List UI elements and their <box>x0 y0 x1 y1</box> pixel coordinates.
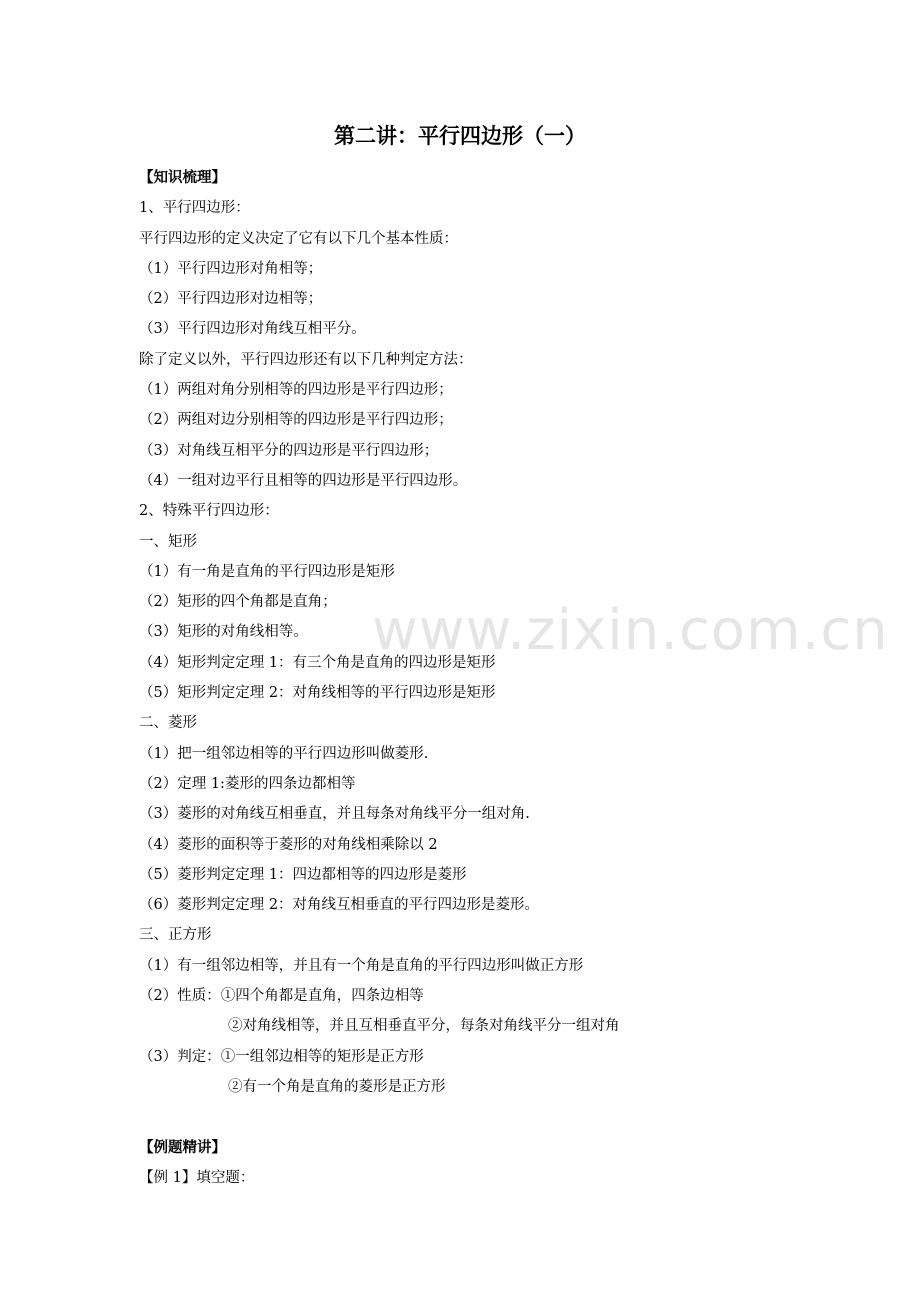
text-line: （4）一组对边平行且相等的四边形是平行四边形。 <box>139 472 468 489</box>
example-label: 【例 1】填空题： <box>139 1169 255 1186</box>
text-line: （2）平行四边形对边相等； <box>139 291 323 308</box>
text-line: （1）平行四边形对角相等； <box>139 260 323 277</box>
text-line: （3）判定：①一组邻边相等的矩形是正方形 <box>139 1048 424 1065</box>
subsection-rectangle: 一、矩形 <box>139 533 197 550</box>
section-heading-examples: 【例题精讲】 <box>139 1138 226 1156</box>
text-line: （1）把一组邻边相等的平行四边形叫做菱形. <box>139 745 429 762</box>
blank-line <box>139 1102 799 1132</box>
text-line: （3）平行四边形对角线互相平分。 <box>139 321 366 338</box>
text-line: （4）矩形判定定理 1：有三个角是直角的四边形是矩形 <box>139 654 496 671</box>
subsection-square: 三、正方形 <box>139 927 212 944</box>
text-line-indented: ②对角线相等，并且互相垂直平分，每条对角线平分一组对角 <box>228 1018 620 1035</box>
text-line: （2）定理 1:菱形的四条边都相等 <box>139 775 356 792</box>
text-line: （5）菱形判定定理 1：四边都相等的四边形是菱形 <box>139 866 467 883</box>
text-line: 除了定义以外，平行四边形还有以下几种判定方法： <box>139 351 473 368</box>
text-line: （1）有一组邻边相等，并且有一个角是直角的平行四边形叫做正方形 <box>139 957 584 974</box>
text-line: （4）菱形的面积等于菱形的对角线相乘除以 2 <box>139 836 438 853</box>
section-heading-knowledge: 【知识梳理】 <box>139 169 226 186</box>
text-line: （1）有一角是直角的平行四边形是矩形 <box>139 563 395 580</box>
text-line: 1、平行四边形： <box>139 200 250 217</box>
text-line: （3）矩形的对角线相等。 <box>139 624 308 641</box>
text-line: （2）两组对边分别相等的四边形是平行四边形； <box>139 412 453 429</box>
subsection-rhombus: 二、菱形 <box>139 715 197 732</box>
document-body <box>139 163 799 1193</box>
text-line: （2）性质：①四个角都是直角，四条边相等 <box>139 988 424 1005</box>
text-line: （2）矩形的四个角都是直角； <box>139 594 337 611</box>
text-line: 平行四边形的定义决定了它有以下几个基本性质： <box>139 230 458 247</box>
text-line: （3）菱形的对角线互相垂直，并且每条对角线平分一组对角. <box>139 806 530 823</box>
text-line: （5）矩形判定定理 2：对角线相等的平行四边形是矩形 <box>139 685 496 702</box>
text-line: （6）菱形判定定理 2：对角线互相垂直的平行四边形是菱形。 <box>139 897 540 914</box>
text-line: 2、特殊平行四边形： <box>139 503 279 520</box>
text-line: （1）两组对角分别相等的四边形是平行四边形； <box>139 382 453 399</box>
text-line-indented: ②有一个角是直角的菱形是正方形 <box>228 1078 446 1095</box>
watermark: www.zixin.com.cn <box>372 598 889 663</box>
text-line: （3）对角线互相平分的四边形是平行四边形； <box>139 442 439 459</box>
page-title: 第二讲：平行四边形（一） <box>334 123 586 148</box>
